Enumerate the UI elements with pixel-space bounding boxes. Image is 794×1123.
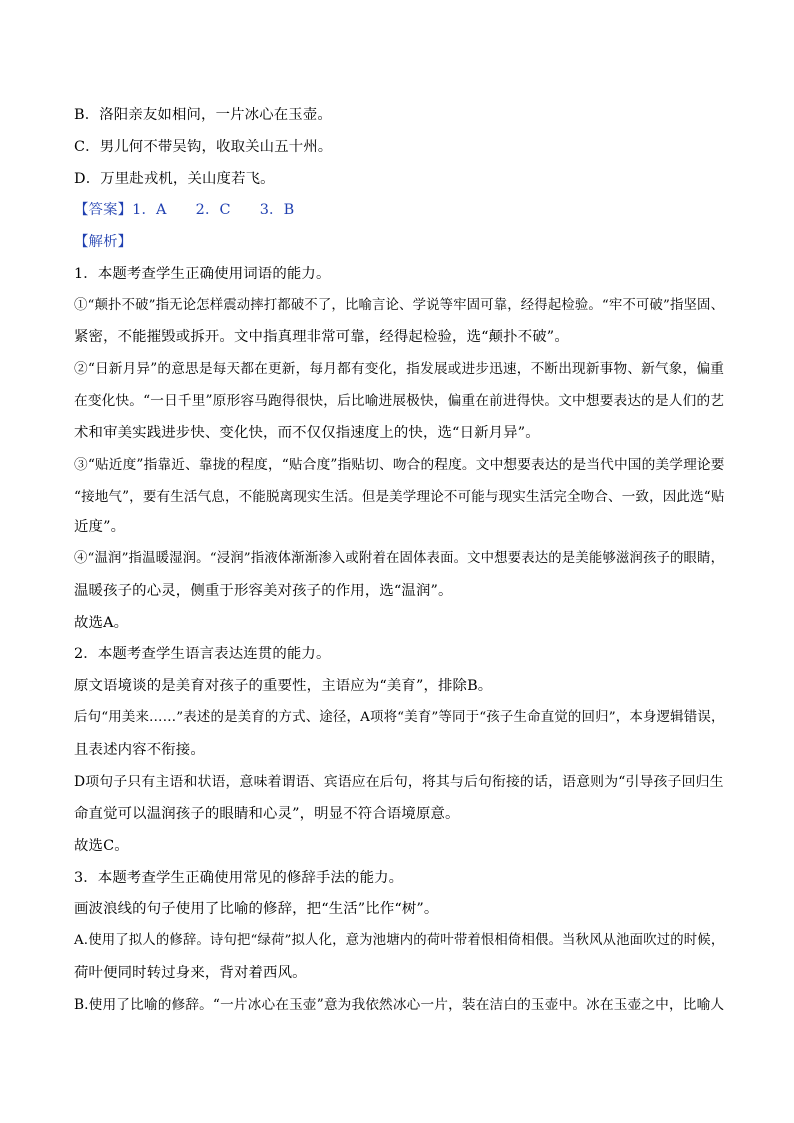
analysis-line: 3．本题考查学生正确使用常见的修辞手法的能力。: [74, 870, 404, 886]
analysis-heading: 【解析】: [74, 234, 133, 250]
analysis-line: 命直觉可以温润孩子的眼睛和心灵”，明显不符合语境原意。: [74, 806, 460, 822]
analysis-line: 故选C。: [74, 838, 129, 854]
analysis-line: 1．本题考查学生正确使用词语的能力。: [74, 266, 331, 282]
analysis-line: 原文语境谈的是美育对孩子的重要性，主语应为“美育”，排除B。: [74, 678, 493, 694]
option-d: D．万里赴戎机，关山度若飞。: [74, 171, 275, 187]
option-c: C．男儿何不带吴钩，收取关山五十州。: [74, 139, 333, 155]
analysis-line: 故选A。: [74, 615, 129, 631]
analysis-line: A.使用了拟人的修辞。诗句把“绿荷”拟人化，意为池塘内的荷叶带着恨相倚相偎。当秋风从池面吹过的时候，: [74, 933, 725, 948]
analysis-line: B.使用了比喻的修辞。“一片冰心在玉壶”意为我依然冰心一片，装在洁白的玉壶中。冰在玉壶之中，比喻人: [74, 997, 725, 1013]
answer-line: 【答案】1．A 2．C 3．B: [74, 202, 295, 218]
analysis-line: ④“温润”指温暖湿润。“浸润”指液体渐渐渗入或附着在固体表面。文中想要表达的是美能够滋润孩子的眼睛，: [74, 551, 725, 566]
analysis-line: 术和审美实践进步快、变化快，而不仅仅指速度上的快，选“日新月异”。: [74, 425, 540, 441]
analysis-line: ②“日新月异”的意思是每天都在更新，每月都有变化，指发展或进步迅速，不断出现新事物、新气象，偏重: [74, 361, 725, 377]
analysis-line: ③“贴近度”指靠近、靠拢的程度，“贴合度”指贴切、吻合的程度。文中想要表达的是当代中国的美学理论要: [74, 457, 725, 473]
analysis-line: 荷叶便同时转过身来，背对着西风。: [74, 965, 307, 981]
analysis-line: 且表述内容不衔接。: [74, 742, 205, 758]
option-b: B．洛阳亲友如相问，一片冰心在玉壶。: [74, 107, 332, 123]
analysis-line: 温暖孩子的心灵，侧重于形容美对孩子的作用，选“温润”。: [74, 583, 453, 599]
analysis-line: 在变化快。“一日千里”原形容马跑得很快，后比喻进展极快，偏重在前进得快。文中想要表达的是人们的艺: [74, 393, 725, 409]
analysis-line: “接地气”，要有生活气息，不能脱离现实生活。但是美学理论不可能与现实生活完全吻合、一致，因此选“贴: [74, 489, 725, 505]
analysis-line: 后句“用美来……”表述的是美育的方式、途径，A项将“美育”等同于“孩子生命直觉的回归”，本身逻辑错误，: [74, 710, 725, 725]
analysis-line: 2．本题考查学生语言表达连贯的能力。: [74, 646, 331, 662]
analysis-line: 近度”。: [74, 519, 126, 535]
analysis-line: D项句子只有主语和状语，意味着谓语、宾语应在后句，将其与后句衔接的话，语意则为“引导孩子回归生: [74, 774, 724, 790]
analysis-line: 画波浪线的句子使用了比喻的修辞，把“生活”比作“树”。: [74, 901, 439, 917]
analysis-line: 紧密，不能摧毁或拆开。文中指真理非常可靠，经得起检验，选“颠扑不破”。: [74, 329, 569, 345]
analysis-line: ①“颠扑不破”指无论怎样震动摔打都破不了，比喻言论、学说等牢固可靠，经得起检验。“牢不可破”指坚固、: [74, 298, 725, 313]
